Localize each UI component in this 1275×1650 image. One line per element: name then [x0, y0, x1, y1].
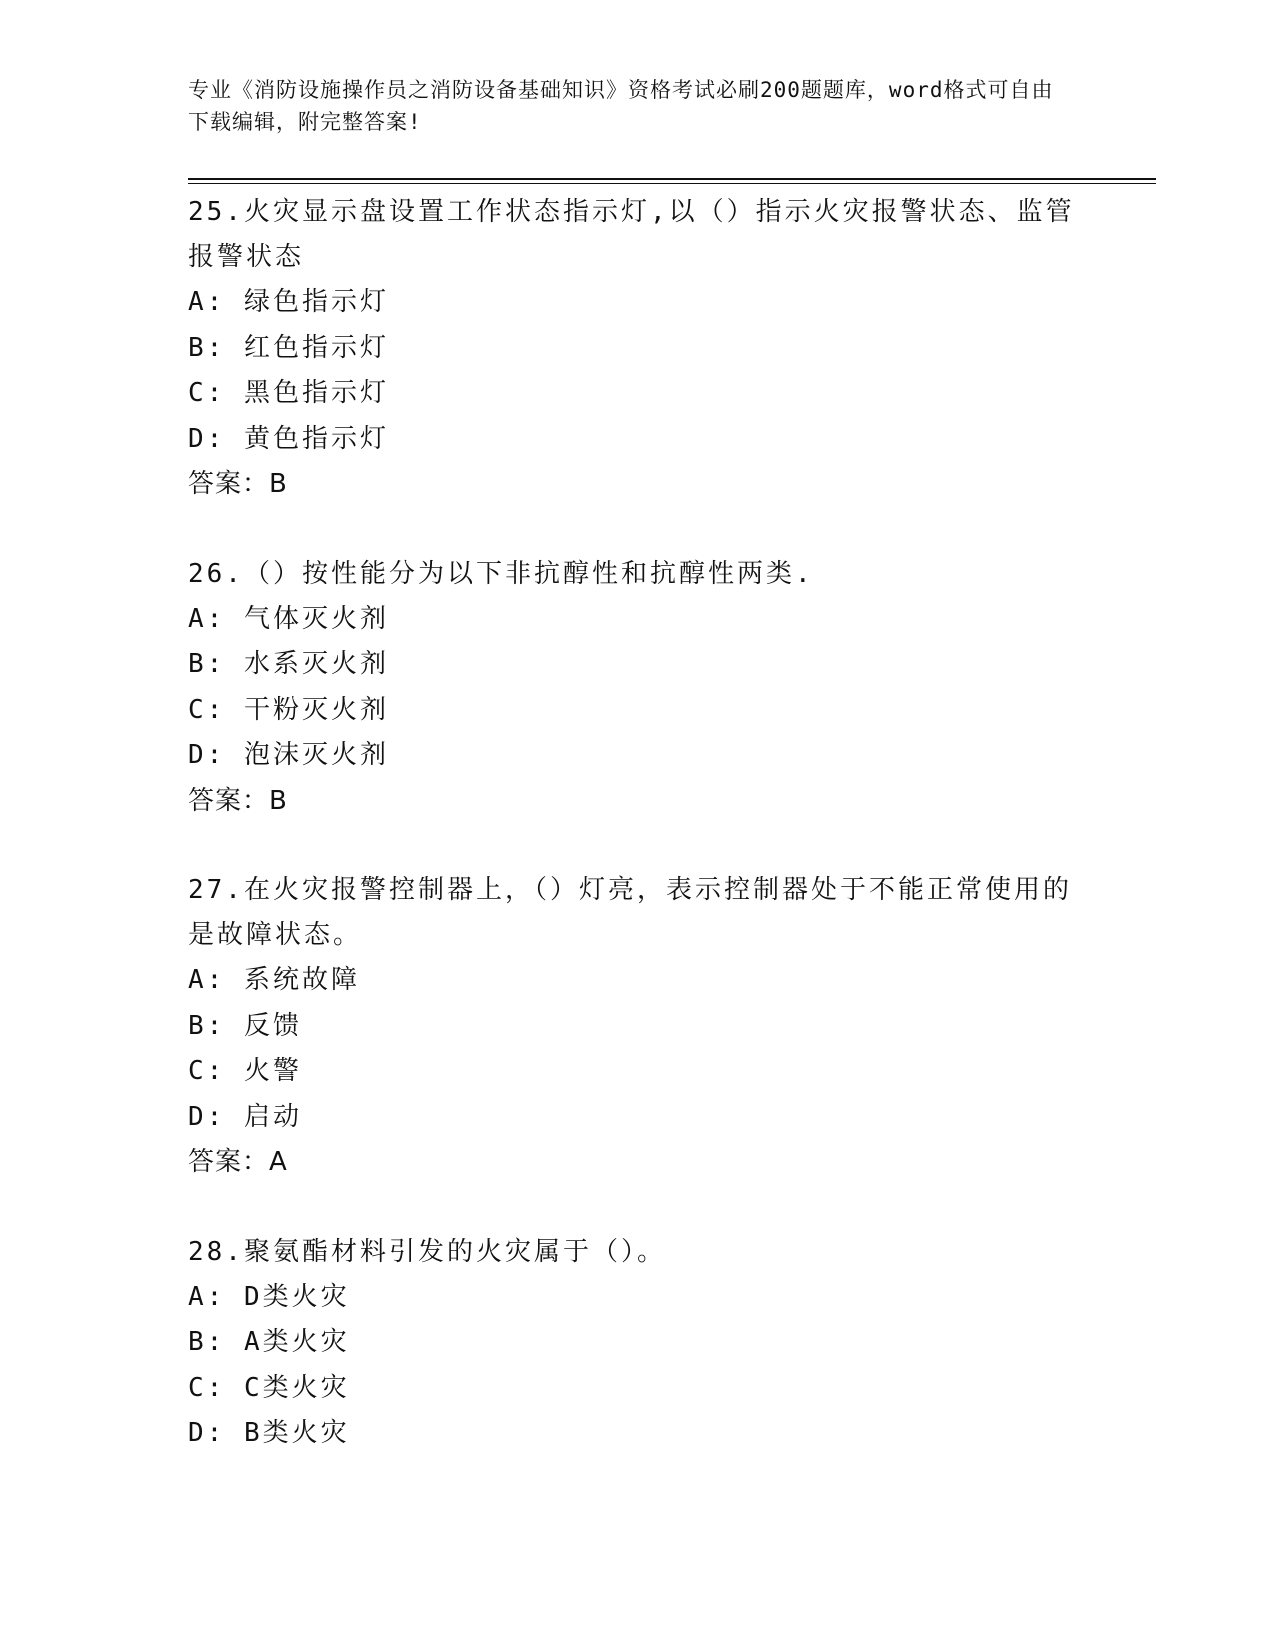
answer: 答案：A [188, 1147, 288, 1177]
question-25 [188, 190, 1088, 508]
question-27 [188, 868, 1088, 1186]
question-text: 27.在火灾报警控制器上，（）灯亮，表示控制器处于不能正常使用的是故障状态。 [188, 875, 1072, 950]
option-c: C: 干粉灭火剂 [188, 694, 389, 725]
option-b: B: 反馈 [188, 1010, 302, 1041]
option-c: C: C类火灾 [188, 1372, 350, 1403]
question-text: 26.（）按性能分为以下非抗醇性和抗醇性两类. [188, 558, 814, 589]
document-intro: 专业《消防设施操作员之消防设备基础知识》资格考试必刷200题题库，word格式可自由下载编辑，附完整答案! [188, 78, 1054, 134]
answer: 答案：B [188, 785, 288, 816]
question-26 [188, 552, 1088, 825]
option-a: A: 系统故障 [188, 965, 360, 995]
option-b: B: 红色指示灯 [188, 332, 389, 363]
question-text: 28.聚氨酯材料引发的火灾属于（）。 [188, 1236, 666, 1267]
header-rule-thick [188, 178, 1156, 180]
question-list [188, 190, 1088, 1457]
option-a: A: D类火灾 [188, 1281, 350, 1312]
option-d: D: 泡沫灭火剂 [188, 740, 389, 770]
answer: 答案：B [188, 469, 288, 499]
header-rule-thin [188, 183, 1156, 184]
option-c: C: 火警 [188, 1056, 302, 1086]
question-28 [188, 1230, 1088, 1457]
option-d: D: 黄色指示灯 [188, 423, 389, 454]
option-d: D: 启动 [188, 1101, 302, 1132]
option-b: B: A类火灾 [188, 1327, 350, 1357]
option-b: B: 水系灭火剂 [188, 649, 389, 679]
option-c: C: 黑色指示灯 [188, 378, 389, 408]
option-a: A: 绿色指示灯 [188, 287, 389, 317]
question-text: 25.火灾显示盘设置工作状态指示灯,以（）指示火灾报警状态、监管报警状态 [188, 197, 1075, 272]
option-d: D: B类火灾 [188, 1418, 350, 1448]
option-a: A: 气体灭火剂 [188, 603, 389, 634]
